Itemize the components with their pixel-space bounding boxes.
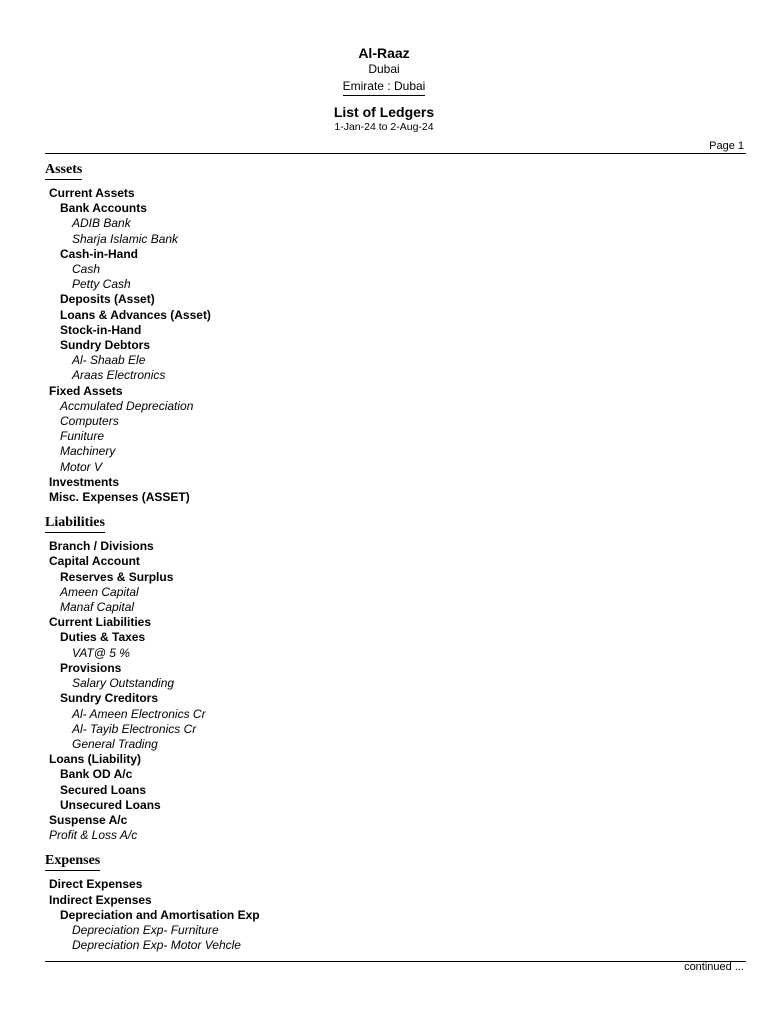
group-row: Stock-in-Hand (60, 322, 142, 337)
report-period: 1-Jan-24 to 2-Aug-24 (334, 121, 434, 133)
group-row: Branch / Divisions (49, 539, 154, 554)
ledger-row: Petty Cash (72, 277, 131, 292)
section-title: Expenses (45, 852, 100, 871)
page-number: Page 1 (709, 140, 744, 152)
section-liabilities (45, 513, 745, 843)
group-row: Sundry Debtors (60, 338, 151, 353)
group-row: Loans (Liability) (49, 752, 142, 767)
ledger-row: Depreciation Exp- Motor Vehcle (72, 938, 241, 953)
ledger-list (45, 160, 745, 961)
ledger-row: ADIB Bank (72, 216, 131, 231)
group-row: Bank Accounts (60, 201, 147, 216)
header-rule (45, 153, 746, 154)
group-row: Capital Account (49, 554, 140, 569)
section-expenses (45, 851, 745, 953)
group-row: Sundry Creditors (60, 691, 159, 706)
ledger-row: Al- Ameen Electronics Cr (72, 706, 206, 721)
group-row: Secured Loans (60, 782, 147, 797)
ledger-row: Computers (60, 414, 119, 429)
ledger-row: Sharja Islamic Bank (72, 231, 179, 246)
group-row: Fixed Assets (49, 383, 123, 398)
report-title: List of Ledgers (333, 104, 435, 120)
ledger-row: Araas Electronics (72, 368, 166, 383)
ledger-row: Profit & Loss A/c (49, 828, 138, 843)
group-row: Misc. Expenses (ASSET) (49, 490, 190, 505)
ledger-row: Cash (72, 262, 101, 277)
ledger-row: Motor V (60, 459, 103, 474)
ledger-row: VAT@ 5 % (72, 645, 130, 660)
group-row: Deposits (Asset) (60, 292, 155, 307)
ledger-row: Al- Shaab Ele (72, 353, 146, 368)
group-row: Suspense A/c (49, 812, 128, 827)
group-row: Duties & Taxes (60, 630, 146, 645)
footer-rule (45, 961, 746, 962)
group-row: Bank OD A/c (60, 767, 133, 782)
group-row: Unsecured Loans (60, 797, 161, 812)
company-name: Al-Raaz (358, 45, 410, 61)
continued-label: continued ... (684, 961, 744, 973)
group-row: Direct Expenses (49, 877, 143, 892)
ledger-row: Machinery (60, 444, 116, 459)
ledger-row: Manaf Capital (60, 600, 135, 615)
ledger-row: Salary Outstanding (72, 676, 175, 691)
company-emirate: Emirate : Dubai (343, 79, 426, 96)
section-assets (45, 160, 745, 505)
group-row: Reserves & Surplus (60, 569, 174, 584)
ledger-row: Al- Tayib Electronics Cr (72, 721, 197, 736)
group-row: Current Liabilities (49, 615, 152, 630)
ledger-row: Accmulated Depreciation (60, 398, 194, 413)
ledger-row: Funiture (60, 429, 105, 444)
report-header (0, 44, 768, 134)
ledger-row: Ameen Capital (60, 584, 139, 599)
company-city: Dubai (368, 62, 400, 76)
group-row: Cash-in-Hand (60, 246, 138, 261)
section-title: Liabilities (45, 514, 105, 533)
section-title: Assets (45, 161, 82, 180)
ledger-row: General Trading (72, 736, 158, 751)
group-row: Depreciation and Amortisation Exp (60, 907, 260, 922)
ledger-row: Depreciation Exp- Furniture (72, 922, 219, 937)
group-row: Indirect Expenses (49, 892, 152, 907)
group-row: Loans & Advances (Asset) (60, 307, 211, 322)
group-row: Current Assets (49, 186, 135, 200)
group-row: Provisions (60, 660, 122, 675)
group-row: Investments (49, 474, 120, 489)
